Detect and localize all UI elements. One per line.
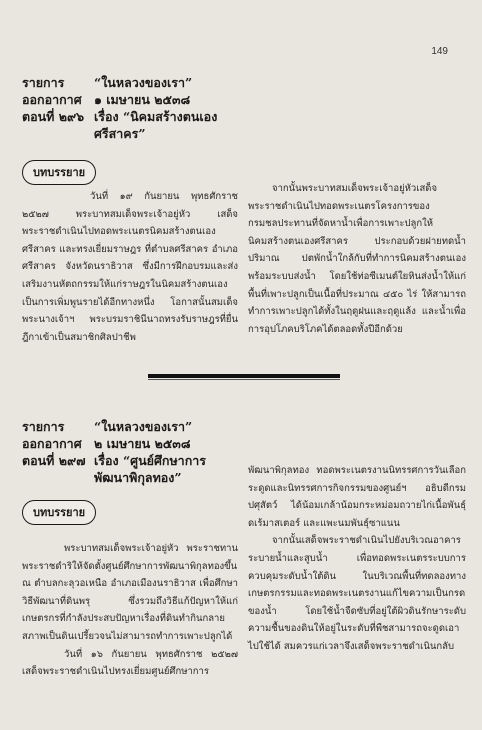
- section2-right-column: [248, 462, 466, 720]
- section2-left-column: [22, 540, 238, 720]
- page-number: 149: [431, 46, 448, 57]
- script-label-pill: บทบรรยาย: [22, 160, 96, 185]
- program-value: “ในหลวงของเรา”: [94, 75, 193, 90]
- script-label-pill: บทบรรยาย: [22, 500, 96, 525]
- episode-value: เรื่อง “ศูนย์ศึกษาการ: [94, 453, 207, 468]
- episode-value: เรื่อง “นิคมสร้างตนเอง: [94, 109, 218, 124]
- program-row: [22, 74, 262, 91]
- paragraph: จากนั้นเสด็จพระราชดำเนินไปยังบริเวณอาคารระบายน้ำและสูบน้ำ เพื่อทอดพระเนตรระบบการควบคุมระดับน้ำใต้ดิน ในบริเวณพื้นที่ทดลองทางเกษตรกรรมและทอดพระเนตรงานแก้ไขความเป็นกรดของน้ำ โดยใช้น้ำจืดซับที่อยู่ใต้ผิวดินรักษาระดับความชื้นของดินให้อยู่ในระดับที่พืชสามารถจะดูดเอาไปใช้ได้ สมควรแก่เวลาจึงเสด็จพระราชดำเนินกลับ: [248, 535, 466, 652]
- episode-value-cont: ศรีสาคร”: [94, 126, 146, 141]
- program-value: “ในหลวงของเรา”: [94, 419, 193, 434]
- section-divider: [148, 374, 340, 378]
- airdate-value: ๒ เมษายน ๒๕๓๘: [94, 436, 191, 451]
- paragraph: วันที่ ๑๖ กันยายน พุทธศักราช ๒๕๒๗ เสด็จพระราชดำเนินไปทรงเยี่ยมศูนย์ศึกษาการ: [22, 648, 238, 678]
- section1-left-column: [22, 188, 238, 370]
- paragraph: วันที่ ๑๙ กันยายน พุทธศักราช ๒๕๒๗ พระบาทสมเด็จพระเจ้าอยู่หัว เสด็จพระราชดำเนินไปทอดพระเนตรนิคมสร้างตนเองศรีสาคร และทรงเยี่ยมราษฎร ที่ตำบลศรีสาคร อำเภอศรีสาคร จังหวัดนราธิวาส ซึ่งมีการฝึกอบรมและส่งเสริมงานหัตถกรรมให้แก่ราษฎรในนิคมสร้างตนเองเป็นการเพิ่มพูนรายได้อีกทางหนึ่ง โอกาสนั้นสมเด็จพระนางเจ้าฯ พระบรมราชินีนาถทรงรับราษฎรที่ยื่นฎีกาเข้าเป็นสมาชิกศิลปาชีพ: [22, 191, 238, 343]
- program-label: รายการ: [22, 75, 65, 90]
- section1-header: [22, 74, 262, 142]
- episode-row: [22, 108, 262, 125]
- section2-header: [22, 418, 262, 486]
- episode-value-cont: พัฒนาพิกุลทอง”: [94, 470, 182, 485]
- paragraph: พัฒนาพิกุลทอง ทอดพระเนตรงานนิทรรศการวันเลือกระดูดและนิทรรศการกิจกรรมของศูนย์ฯ อธิบดีกรมปศุสัตว์ ได้น้อมเกล้าน้อมกระหม่อมถวายไก่เนื้อพันธุ์ดเร้มาสเตอร์ และแพะนมพันธุ์ซาแนน: [248, 465, 466, 529]
- airdate-value: ๑ เมษายน ๒๕๓๘: [94, 92, 191, 107]
- airdate-row: [22, 435, 262, 452]
- episode-label: ตอนที่ ๒๙๗: [22, 453, 86, 468]
- episode-row: [22, 452, 262, 469]
- episode-label: ตอนที่ ๒๙๖: [22, 109, 85, 124]
- airdate-label: ออกอากาศ: [22, 92, 82, 107]
- program-row: [22, 418, 262, 435]
- airdate-row: [22, 91, 262, 108]
- airdate-label: ออกอากาศ: [22, 436, 82, 451]
- program-label: รายการ: [22, 419, 65, 434]
- section1-right-column: [248, 180, 466, 370]
- paragraph: พระบาทสมเด็จพระเจ้าอยู่หัว พระราชทานพระราชดำริให้จัดตั้งศูนย์ศึกษาการพัฒนาพิกุลทองขึ้น ณ ตำบลกะลุวอเหนือ อำเภอเมืองนราธิวาส เพื่อศึกษาวิธีพัฒนาที่ดินพรุ ซึ่งรวมถึงวิธีแก้ปัญหาให้แก่เกษตรกรที่กำลังประสบปัญหาเรื่องที่ดินทำกินกลายสภาพเป็นดินเปรี้ยวจนไม่สามารถทำการเพาะปลูกได้: [22, 543, 238, 642]
- paragraph: จากนั้นพระบาทสมเด็จพระเจ้าอยู่หัวเสด็จพระราชดำเนินไปทอดพระเนตรโครงการของกรมชลประทานที่จัดหาน้ำเพื่อการเพาะปลูกให้นิคมสร้างตนเองศรีสาคร ประกอบด้วยฝายทดน้ำปริมาณ ปตพักน้ำใกล้กับที่ทำการนิคมสร้างตนเอง พร้อมระบบส่งน้ำ โดยใช้ท่อซีเมนต์ใยหินส่งน้ำให้แก่พื้นที่เพาะปลูกเป็นเนื้อที่ประมาณ ๔๕๐ ไร่ ให้สามารถทำการเพาะปลูกได้ทั้งในฤดูฝนและฤดูแล้ง และน้ำเพื่อการอุปโภคบริโภคได้ตลอดทั้งปีอีกด้วย: [248, 183, 466, 335]
